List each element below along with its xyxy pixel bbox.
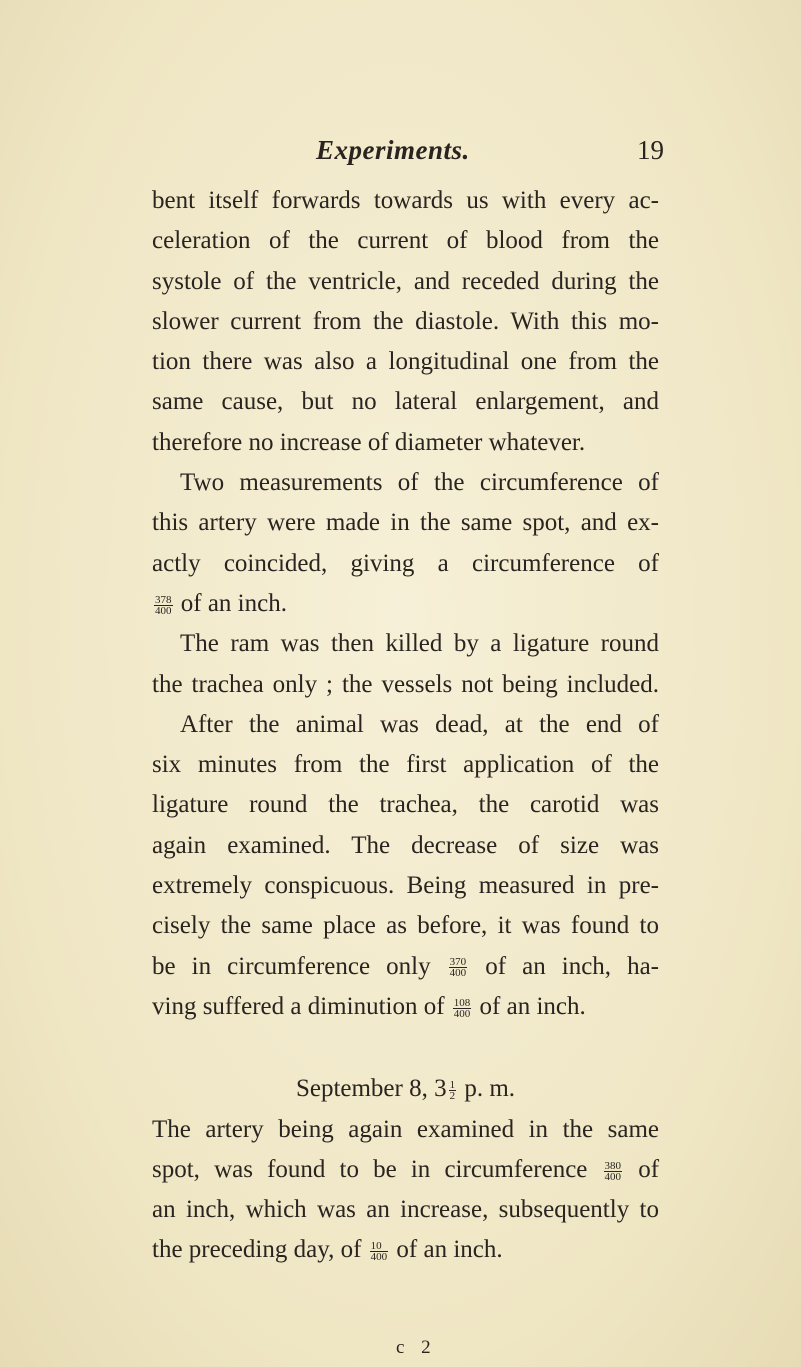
- fraction: [604, 1161, 623, 1182]
- text-line: again examined. The decrease of size was: [152, 831, 659, 859]
- fraction-numerator: 370: [449, 956, 467, 969]
- text-line: [152, 947, 659, 987]
- fraction: [453, 998, 472, 1019]
- text-line: After the animal was dead, at the end of: [180, 710, 659, 738]
- text-line: celeration of the current of blood from the: [152, 227, 659, 255]
- text-line: extremely conspicuous. Being measured in pre-: [152, 872, 659, 900]
- page-header: [0, 135, 801, 175]
- text-line: cisely the same place as before, it was found to: [152, 912, 659, 940]
- fraction-denominator: 400: [370, 1251, 388, 1264]
- fraction-denominator: 400: [155, 604, 172, 617]
- fraction-denominator: 2: [449, 1090, 456, 1102]
- text-fragment: September 8, 3: [295, 1075, 447, 1103]
- text-line: bent itself forwards towards us with every ac-: [152, 187, 659, 214]
- text-line: systole of the ventricle, and receded during the: [152, 267, 659, 295]
- text-line: the trachea only ; the vessels not being included.: [152, 670, 659, 698]
- fraction-numerator: 108: [453, 996, 471, 1009]
- text-line: Two measurements of the circumference of: [180, 469, 659, 497]
- text-fragment: of an inch.: [479, 992, 586, 1020]
- text-fragment: of: [638, 1155, 660, 1183]
- text-line: [152, 584, 659, 624]
- fraction: [370, 1241, 389, 1262]
- text-line: this artery were made in the same spot, and ex-: [152, 509, 659, 537]
- fraction: [449, 1080, 457, 1101]
- text-line: [152, 987, 659, 1027]
- fraction-numerator: 1: [449, 1079, 456, 1091]
- text-line: an inch, which was an increase, subsequently to: [152, 1196, 659, 1224]
- text-line: tion there was also a longitudinal one from the: [152, 348, 659, 376]
- fraction: [154, 595, 173, 616]
- text-line: The artery being again examined in the same: [152, 1115, 659, 1143]
- text-fragment: of an inch.: [396, 1236, 503, 1264]
- text-line: slower current from the diastole. With this mo-: [152, 307, 659, 335]
- text-fragment: of an inch, ha-: [485, 952, 660, 980]
- text-line: ligature round the trachea, the carotid was: [152, 791, 659, 819]
- fraction-numerator: 10: [370, 1241, 389, 1252]
- fraction: [449, 957, 468, 978]
- running-title: Experiments.: [316, 135, 470, 165]
- text-line: [152, 1230, 659, 1270]
- fraction-denominator: 400: [453, 1007, 471, 1020]
- text-fragment: of an inch.: [180, 589, 287, 617]
- text-line: therefore no increase of diameter whatever.: [152, 428, 586, 456]
- body-text: [152, 181, 659, 1271]
- fraction-numerator: 380: [604, 1159, 622, 1172]
- page-number: 19: [637, 135, 664, 165]
- fraction-numerator: 378: [155, 593, 172, 606]
- text-fragment: be in circumference only: [152, 952, 431, 980]
- date-heading: [152, 1069, 659, 1109]
- text-fragment: the preceding day, of: [152, 1236, 362, 1264]
- signature-mark: c 2: [396, 1337, 437, 1358]
- text-line: same cause, but no lateral enlargement, and: [152, 388, 659, 416]
- text-fragment: spot, was found to be in circumference: [152, 1155, 588, 1183]
- text-line: actly coincided, giving a circumference of: [152, 549, 659, 577]
- fraction-denominator: 400: [449, 967, 467, 980]
- fraction-denominator: 400: [604, 1170, 622, 1183]
- text-line: six minutes from the first application of the: [152, 751, 659, 779]
- text-fragment: ving suffered a diminution of: [152, 992, 445, 1020]
- text-line: [152, 1150, 659, 1190]
- text-line: The ram was then killed by a ligature round: [180, 630, 659, 658]
- text-fragment: p. m.: [464, 1075, 516, 1103]
